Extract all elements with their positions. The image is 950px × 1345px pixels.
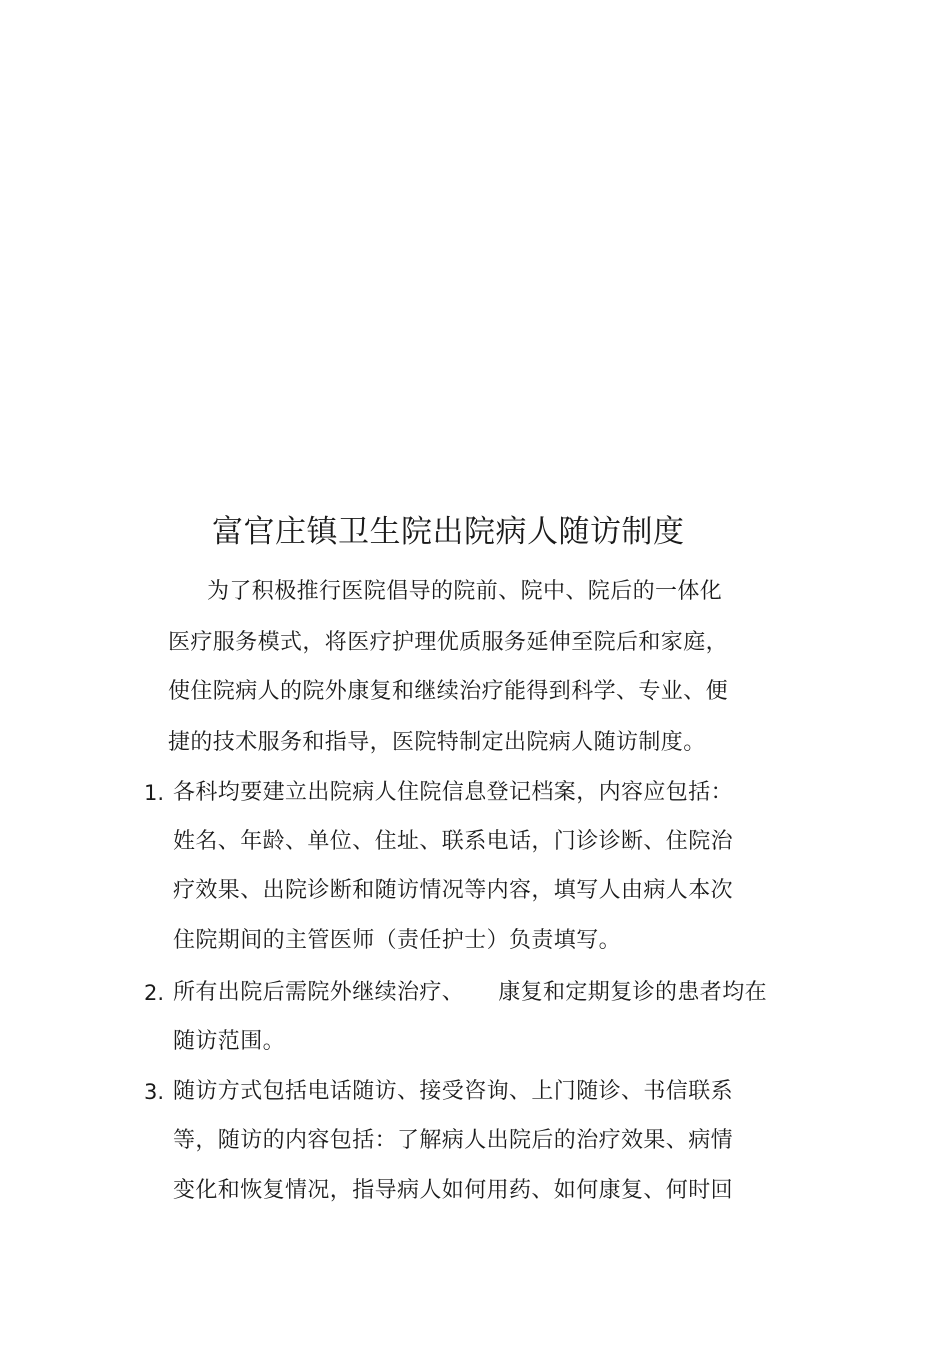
item-2-line-1-part-2: 康复和定期复诊的患者均在: [498, 980, 768, 1005]
item-1-line-2: 姓名、年龄、单位、住址、联系电话，门诊诊断、住院治: [173, 829, 734, 854]
item-3-number: 3.: [144, 1080, 165, 1104]
document-title: 富官庄镇卫生院出院病人随访制度: [212, 514, 685, 550]
intro-line-2: 医疗服务模式，将医疗护理优质服务延伸至院后和家庭，: [168, 630, 729, 655]
item-2-line-1: [173, 978, 767, 1008]
item-3-line-1: 随访方式包括电话随访、接受咨询、上门随诊、书信联系: [173, 1079, 734, 1104]
item-3-line-2: 等，随访的内容包括：了解病人出院后的治疗效果、病情: [173, 1128, 734, 1153]
intro-line-1: 为了积极推行医院倡导的院前、院中、院后的一体化: [207, 579, 723, 604]
item-1-line-3: 疗效果、出院诊断和随访情况等内容，填写人由病人本次: [173, 878, 734, 903]
item-3-line-3: 变化和恢复情况，指导病人如何用药、如何康复、何时回: [173, 1178, 734, 1203]
intro-line-4: 捷的技术服务和指导，医院特制定出院病人随访制度。: [168, 730, 706, 755]
intro-line-3: 使住院病人的院外康复和继续治疗能得到科学、专业、便: [168, 679, 729, 704]
item-1-number: 1.: [144, 781, 165, 805]
item-1-line-1: 各科均要建立出院病人住院信息登记档案，内容应包括：: [173, 780, 734, 805]
item-1-line-4: 住院期间的主管医师（责任护士）负责填写。: [173, 928, 622, 953]
item-2-line-1-part-1: 所有出院后需院外继续治疗、: [173, 980, 465, 1005]
item-2-line-2: 随访范围。: [173, 1029, 286, 1054]
item-2-number: 2.: [144, 981, 165, 1005]
